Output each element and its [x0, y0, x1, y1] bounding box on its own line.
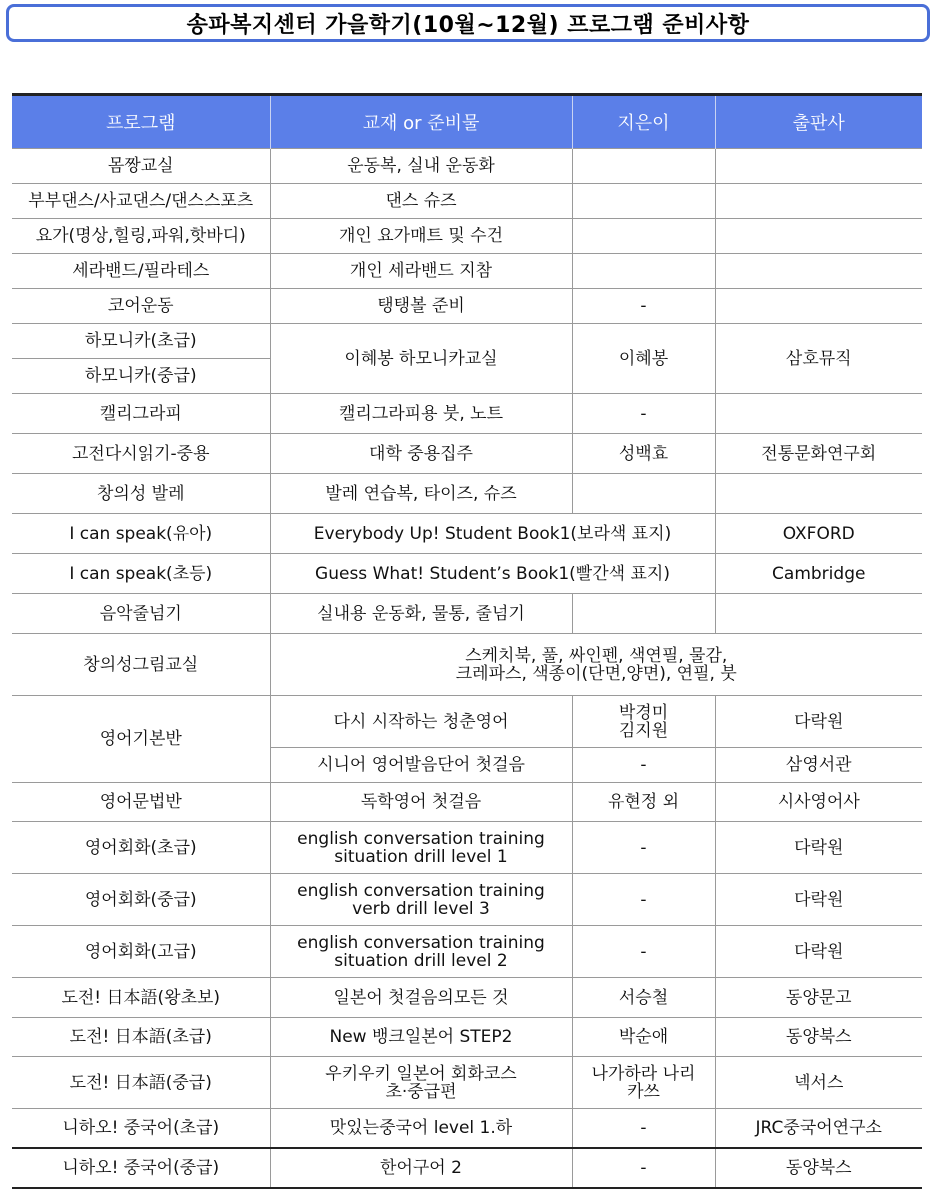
- material-line-2: 크레파스, 색종이(단면,양면), 연필, 붓: [455, 663, 737, 684]
- material-cell: 개인 요가매트 및 수건: [270, 219, 572, 254]
- publisher-cell: Cambridge: [715, 554, 922, 594]
- program-cell: 도전! 日本語(왕초보): [12, 978, 270, 1018]
- program-cell: 도전! 日本語(초급): [12, 1018, 270, 1057]
- program-cell: I can speak(초등): [12, 554, 270, 594]
- material-cell: 대학 중용집주: [270, 434, 572, 474]
- material-cell: 한어구어 2: [270, 1148, 572, 1188]
- table-row: [12, 594, 922, 634]
- table-row: [12, 1109, 922, 1149]
- table-row: [12, 434, 922, 474]
- table-row: [12, 634, 922, 696]
- material-line-2: verb drill level 3: [352, 898, 490, 919]
- program-cell: 영어문법반: [12, 783, 270, 822]
- table-row: [12, 289, 922, 324]
- publisher-cell: JRC중국어연구소: [715, 1109, 922, 1149]
- material-line-1: english conversation training: [297, 932, 545, 953]
- program-cell: 창의성 발레: [12, 474, 270, 514]
- author-cell: [572, 474, 715, 514]
- publisher-cell: [715, 474, 922, 514]
- header-publisher: 출판사: [715, 95, 922, 149]
- publisher-cell: 다락원: [715, 926, 922, 978]
- program-cell: 영어기본반: [12, 696, 270, 783]
- publisher-cell: 삼영서관: [715, 748, 922, 783]
- publisher-cell: 시사영어사: [715, 783, 922, 822]
- publisher-cell: 동양북스: [715, 1018, 922, 1057]
- material-line-1: 스케치북, 풀, 싸인펜, 색연필, 물감,: [465, 645, 728, 666]
- table-row: [12, 926, 922, 978]
- author-cell: 성백효: [572, 434, 715, 474]
- program-cell: 영어회화(중급): [12, 874, 270, 926]
- program-table: [12, 93, 922, 1189]
- material-cell: 탱탱볼 준비: [270, 289, 572, 324]
- table-row: [12, 696, 922, 748]
- author-cell: [572, 184, 715, 219]
- table-row: [12, 184, 922, 219]
- table-row: [12, 783, 922, 822]
- program-cell: 도전! 日本語(중급): [12, 1057, 270, 1109]
- material-cell: 운동복, 실내 운동화: [270, 149, 572, 184]
- author-cell: [572, 149, 715, 184]
- author-line-2: 카쓰: [627, 1081, 660, 1102]
- publisher-cell: [715, 594, 922, 634]
- publisher-cell: 전통문화연구회: [715, 434, 922, 474]
- program-cell: 요가(명상,힐링,파워,핫바디): [12, 219, 270, 254]
- material-cell: 실내용 운동화, 물통, 줄넘기: [270, 594, 572, 634]
- table-row: [12, 514, 922, 554]
- program-cell: 고전다시읽기-중용: [12, 434, 270, 474]
- program-cell: 하모니카(중급): [12, 359, 270, 394]
- author-cell: 박순애: [572, 1018, 715, 1057]
- material-cell: 발레 연습복, 타이즈, 슈즈: [270, 474, 572, 514]
- publisher-cell: 넥서스: [715, 1057, 922, 1109]
- table-row: [12, 219, 922, 254]
- author-cell: [572, 219, 715, 254]
- program-cell: 영어회화(초급): [12, 822, 270, 874]
- material-cell: [270, 634, 922, 696]
- program-cell: 부부댄스/사교댄스/댄스스포츠: [12, 184, 270, 219]
- author-cell: -: [572, 394, 715, 434]
- table-row: [12, 474, 922, 514]
- author-cell: 유현정 외: [572, 783, 715, 822]
- author-cell: [572, 594, 715, 634]
- author-line-1: 나가하라 나리: [591, 1063, 696, 1084]
- title-box: [6, 4, 930, 42]
- header-material: 교재 or 준비물: [270, 95, 572, 149]
- material-cell: Guess What! Student’s Book1(빨간색 표지): [270, 554, 715, 594]
- table-row: [12, 1018, 922, 1057]
- publisher-cell: OXFORD: [715, 514, 922, 554]
- publisher-cell: [715, 394, 922, 434]
- program-cell: I can speak(유아): [12, 514, 270, 554]
- author-cell: [572, 254, 715, 289]
- header-row: [12, 95, 922, 149]
- table-row: [12, 874, 922, 926]
- material-line-1: 우키우키 일본어 회화코스: [325, 1063, 517, 1084]
- table-row: [12, 324, 922, 359]
- program-cell: 코어운동: [12, 289, 270, 324]
- page-title: 송파복지센터 가을학기(10월~12월) 프로그램 준비사항: [186, 12, 750, 38]
- material-line-2: 초·중급편: [385, 1081, 457, 1102]
- table-row: [12, 978, 922, 1018]
- publisher-cell: 다락원: [715, 822, 922, 874]
- material-cell: 시니어 영어발음단어 첫걸음: [270, 748, 572, 783]
- author-cell: [572, 696, 715, 748]
- author-cell: -: [572, 926, 715, 978]
- material-cell: [270, 874, 572, 926]
- table-row: [12, 149, 922, 184]
- table-row: [12, 1057, 922, 1109]
- header-author: 지은이: [572, 95, 715, 149]
- material-cell: 댄스 슈즈: [270, 184, 572, 219]
- material-cell: 이혜봉 하모니카교실: [270, 324, 572, 394]
- table-row: [12, 554, 922, 594]
- publisher-cell: [715, 219, 922, 254]
- material-cell: New 뱅크일본어 STEP2: [270, 1018, 572, 1057]
- author-cell: [572, 1057, 715, 1109]
- author-cell: -: [572, 874, 715, 926]
- publisher-cell: [715, 289, 922, 324]
- material-cell: 일본어 첫걸음의모든 것: [270, 978, 572, 1018]
- material-cell: 다시 시작하는 청춘영어: [270, 696, 572, 748]
- program-cell: 영어회화(고급): [12, 926, 270, 978]
- publisher-cell: 동양북스: [715, 1148, 922, 1188]
- publisher-cell: 삼호뮤직: [715, 324, 922, 394]
- table-row: [12, 822, 922, 874]
- material-line-1: english conversation training: [297, 828, 545, 849]
- author-cell: 서승철: [572, 978, 715, 1018]
- program-cell: 창의성그림교실: [12, 634, 270, 696]
- program-cell: 니하오! 중국어(초급): [12, 1109, 270, 1149]
- publisher-cell: 다락원: [715, 874, 922, 926]
- author-line-2: 김지원: [618, 720, 669, 741]
- author-cell: -: [572, 1148, 715, 1188]
- material-cell: [270, 926, 572, 978]
- material-cell: [270, 1057, 572, 1109]
- table-row: [12, 254, 922, 289]
- table-row: [12, 1148, 922, 1188]
- program-cell: 몸짱교실: [12, 149, 270, 184]
- table-row: [12, 394, 922, 434]
- program-cell: 음악줄넘기: [12, 594, 270, 634]
- program-cell: 하모니카(초급): [12, 324, 270, 359]
- material-line-2: situation drill level 2: [334, 950, 508, 971]
- material-cell: 캘리그라피용 붓, 노트: [270, 394, 572, 434]
- author-cell: -: [572, 289, 715, 324]
- header-program: 프로그램: [12, 95, 270, 149]
- publisher-cell: [715, 254, 922, 289]
- program-cell: 세라밴드/필라테스: [12, 254, 270, 289]
- material-cell: Everybody Up! Student Book1(보라색 표지): [270, 514, 715, 554]
- material-cell: 개인 세라밴드 지참: [270, 254, 572, 289]
- publisher-cell: 다락원: [715, 696, 922, 748]
- material-line-2: situation drill level 1: [334, 846, 508, 867]
- publisher-cell: [715, 184, 922, 219]
- publisher-cell: [715, 149, 922, 184]
- publisher-cell: 동양문고: [715, 978, 922, 1018]
- program-cell: 캘리그라피: [12, 394, 270, 434]
- program-cell: 니하오! 중국어(중급): [12, 1148, 270, 1188]
- author-cell: -: [572, 748, 715, 783]
- material-cell: 독학영어 첫걸음: [270, 783, 572, 822]
- material-cell: [270, 822, 572, 874]
- author-cell: 이혜봉: [572, 324, 715, 394]
- author-cell: -: [572, 1109, 715, 1149]
- author-cell: -: [572, 822, 715, 874]
- material-line-1: english conversation training: [297, 880, 545, 901]
- author-line-1: 박경미: [618, 702, 669, 723]
- material-cell: 맛있는중국어 level 1.하: [270, 1109, 572, 1149]
